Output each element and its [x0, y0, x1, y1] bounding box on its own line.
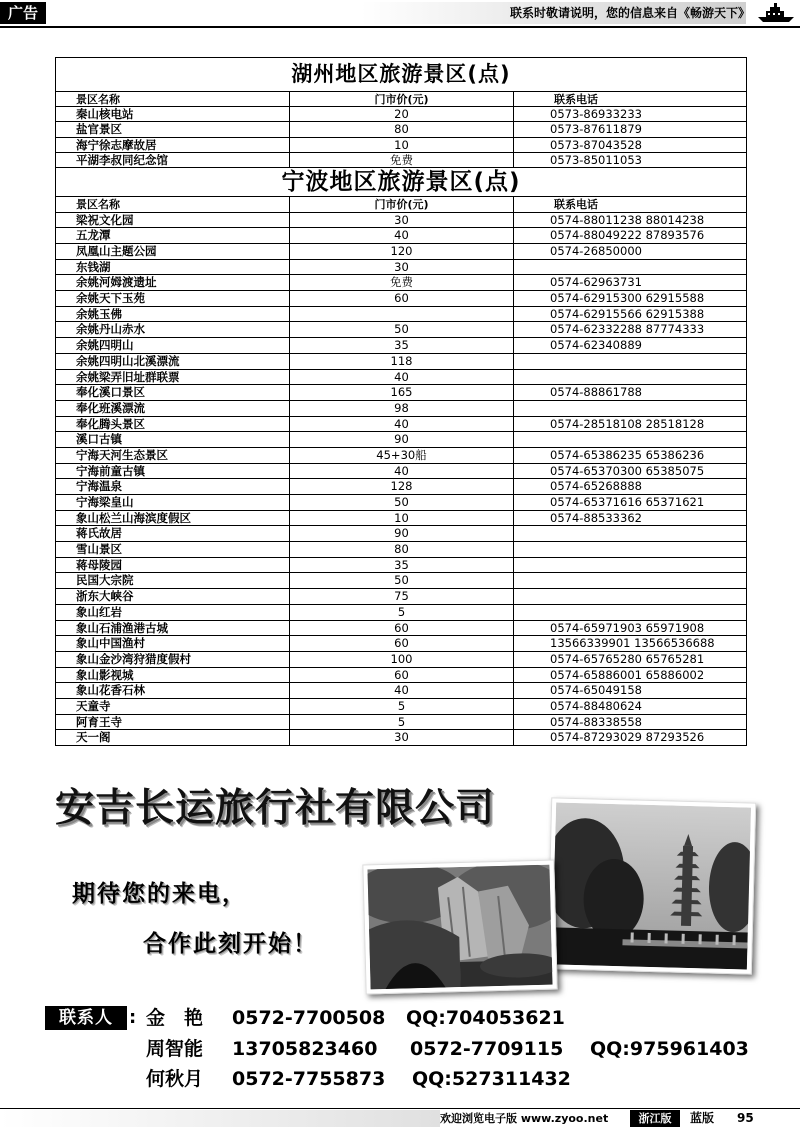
- table-row: [56, 259, 746, 275]
- spot-price: 100: [290, 652, 514, 667]
- table-header-row: [56, 196, 746, 212]
- spot-price: 118: [290, 354, 514, 369]
- company-name: 安吉长运旅行社有限公司: [55, 786, 496, 831]
- contact-qq: QQ:527311432: [412, 1068, 571, 1090]
- spot-phone: 0574-62915566 62915388: [550, 306, 705, 321]
- spot-price: 20: [290, 107, 514, 121]
- bridge-photo: [362, 860, 557, 995]
- spot-price: 10: [290, 511, 514, 526]
- spot-name: 蒋母陵园: [56, 558, 290, 573]
- spot-phone: 0573-87043528: [550, 137, 642, 152]
- spot-price: 50: [290, 322, 514, 337]
- top-banner: [0, 0, 800, 26]
- table-row: [56, 588, 746, 604]
- spot-price: 40: [290, 370, 514, 385]
- table-row: [56, 121, 746, 136]
- spot-name: 余姚玉佛: [56, 307, 290, 322]
- spot-price: 45+30船: [290, 448, 514, 463]
- table-row: [56, 494, 746, 510]
- table-row: [56, 620, 746, 636]
- table-row: [56, 682, 746, 698]
- spot-phone: 0574-65386235 65386236: [550, 447, 705, 462]
- spot-name: 海宁徐志摩故居: [56, 138, 290, 152]
- table-row: [56, 321, 746, 337]
- spot-price: 30: [290, 730, 514, 745]
- ningbo-table: [56, 196, 746, 745]
- spot-phone: 0574-88861788: [550, 385, 642, 400]
- column-header-phone: 联系电话: [554, 93, 598, 106]
- spot-phone: [514, 432, 746, 447]
- spot-phone: 0574-62332288 87774333: [550, 322, 705, 337]
- spot-price: 60: [290, 621, 514, 636]
- spot-phone: 0574-88049222 87893576: [550, 228, 705, 243]
- table-row: [56, 137, 746, 152]
- contact-colon: :: [129, 1007, 137, 1028]
- contact-phone: 0572-7755873: [232, 1068, 386, 1090]
- footer-gradient: [0, 1110, 440, 1127]
- table-header-row: [56, 91, 746, 106]
- table-row: [56, 478, 746, 494]
- table-row: [56, 729, 746, 745]
- footer-website[interactable]: 欢迎浏览电子版 www.zyoo.net: [440, 1112, 609, 1125]
- spot-name: 浙东大峡谷: [56, 589, 290, 604]
- spot-price: 5: [290, 715, 514, 730]
- spot-phone: [514, 558, 746, 573]
- huzhou-title: 湖州地区旅游景区(点): [291, 62, 511, 86]
- spot-name: 象山红岩: [56, 605, 290, 620]
- spot-price: 50: [290, 573, 514, 588]
- spot-name: 天童寺: [56, 699, 290, 714]
- spot-name: 余姚四明山北溪漂流: [56, 354, 290, 369]
- spot-price: 35: [290, 338, 514, 353]
- spot-name: 余姚四明山: [56, 338, 290, 353]
- table-row: [56, 463, 746, 479]
- table-row: [56, 212, 746, 228]
- spot-price: 10: [290, 138, 514, 152]
- spot-name: 象山松兰山海滨度假区: [56, 511, 290, 526]
- table-row: [56, 290, 746, 306]
- table-row: [56, 541, 746, 557]
- contact-row-3: [0, 1067, 800, 1091]
- spot-phone: 0574-62963731: [550, 275, 642, 290]
- contact-phone-2: 0572-7709115: [410, 1038, 564, 1060]
- spot-price: [290, 307, 514, 322]
- contact-name: 周智能: [146, 1038, 204, 1060]
- spot-price: 90: [290, 526, 514, 541]
- contact-name: 何秋月: [146, 1068, 204, 1090]
- table-row: [56, 106, 746, 121]
- table-row: [56, 667, 746, 683]
- table-row: [56, 243, 746, 259]
- spot-price: 5: [290, 699, 514, 714]
- table-row: [56, 431, 746, 447]
- spot-name: 奉化班溪漂流: [56, 401, 290, 416]
- spot-price: 40: [290, 417, 514, 432]
- edition-badge: 浙江版: [630, 1110, 680, 1127]
- spot-name: 宁海前童古镇: [56, 464, 290, 479]
- spot-phone: 0574-65268888: [550, 479, 642, 494]
- spot-name: 雪山景区: [56, 542, 290, 557]
- spot-phone: 0574-88338558: [550, 714, 642, 729]
- contact-phone: 13705823460: [232, 1038, 378, 1060]
- spot-price: 90: [290, 432, 514, 447]
- spot-phone: 0573-87611879: [550, 122, 642, 137]
- table-row: [56, 306, 746, 322]
- spot-name: 奉化腾头景区: [56, 417, 290, 432]
- contact-row-1: [0, 1006, 800, 1030]
- spot-name: 余姚梁弄旧址群联票: [56, 370, 290, 385]
- spot-phone: [514, 370, 746, 385]
- table-row: [56, 635, 746, 651]
- table-row: [56, 714, 746, 730]
- spot-phone: 0574-26850000: [550, 244, 642, 258]
- spot-name: 宁海温泉: [56, 479, 290, 494]
- spot-name: 天一阁: [56, 730, 290, 745]
- spot-price: 40: [290, 228, 514, 243]
- scenic-spots-table: [55, 57, 747, 746]
- spot-name: 凤凰山主题公园: [56, 244, 290, 259]
- spot-name: 余姚河姆渡遗址: [56, 275, 290, 290]
- table-row: [56, 353, 746, 369]
- column-header-phone: 联系电话: [554, 197, 598, 211]
- spot-name: 象山中国渔村: [56, 636, 290, 651]
- spot-price: 98: [290, 401, 514, 416]
- spot-phone: 0574-65765280 65765281: [550, 651, 705, 666]
- spot-phone: 0574-62915300 62915588: [550, 291, 705, 306]
- contact-name: 金 艳: [146, 1007, 204, 1029]
- spot-phone: 0574-88533362: [550, 510, 642, 525]
- spot-phone: [514, 354, 746, 369]
- spot-phone: 0573-86933233: [550, 107, 642, 122]
- spot-price: 免费: [290, 275, 514, 290]
- table-row: [56, 152, 746, 167]
- spot-name: 溪口古镇: [56, 432, 290, 447]
- spot-phone: [514, 573, 746, 588]
- column-header-price: 门市价(元): [290, 92, 514, 106]
- table-row: [56, 447, 746, 463]
- spot-price: 60: [290, 291, 514, 306]
- spot-price: 120: [290, 244, 514, 259]
- spot-phone: [514, 260, 746, 275]
- spot-price: 40: [290, 464, 514, 479]
- spot-price: 80: [290, 122, 514, 136]
- spot-price: 60: [290, 636, 514, 651]
- spot-name: 阿育王寺: [56, 715, 290, 730]
- table-row: [56, 557, 746, 573]
- spot-price: 30: [290, 260, 514, 275]
- contact-qq: QQ:975961403: [590, 1038, 749, 1060]
- table-row: [56, 274, 746, 290]
- column-header-name: 景区名称: [56, 197, 290, 212]
- spot-name: 象山石浦渔港古城: [56, 621, 290, 636]
- spot-price: 30: [290, 213, 514, 228]
- footer-rule: [0, 1108, 800, 1109]
- column-header-price: 门市价(元): [290, 197, 514, 212]
- table-row: [56, 525, 746, 541]
- huzhou-table: [56, 91, 746, 167]
- table-row: [56, 227, 746, 243]
- spot-phone: 0574-88011238 88014238: [550, 212, 705, 227]
- spot-phone: 0574-65886001 65886002: [550, 667, 705, 682]
- table-row: [56, 384, 746, 400]
- ad-tag: 广告: [0, 2, 46, 24]
- spot-phone: 0574-65370300 65385075: [550, 463, 705, 478]
- table-row: [56, 651, 746, 667]
- spot-price: 5: [290, 605, 514, 620]
- spot-phone: [514, 526, 746, 541]
- spot-price: 免费: [290, 153, 514, 167]
- spot-phone: 0574-87293029 87293526: [550, 730, 705, 745]
- spot-name: 象山影视城: [56, 668, 290, 683]
- spot-phone: 0574-65371616 65371621: [550, 495, 705, 509]
- spot-name: 余姚丹山赤水: [56, 322, 290, 337]
- spot-name: 宁海梁皇山: [56, 495, 290, 510]
- pagoda-photo: [547, 797, 756, 974]
- slogan-line-2: 合作此刻开始！: [143, 931, 318, 957]
- spot-name: 东钱湖: [56, 260, 290, 275]
- spot-price: 128: [290, 479, 514, 494]
- spot-phone: 0574-65971903 65971908: [550, 620, 705, 635]
- page-number: 95: [737, 1111, 754, 1125]
- spot-name: 象山花香石林: [56, 683, 290, 698]
- spot-name: 秦山核电站: [56, 107, 290, 121]
- table-row: [56, 510, 746, 526]
- spot-phone: 0574-28518108 28518128: [550, 416, 705, 431]
- table-row: [56, 698, 746, 714]
- spot-phone: 0574-62340889: [550, 338, 642, 353]
- spot-phone: [514, 542, 746, 557]
- spot-price: 165: [290, 385, 514, 400]
- contact-label: 联系人: [45, 1006, 127, 1030]
- spot-name: 奉化溪口景区: [56, 385, 290, 400]
- ningbo-title: 宁波地区旅游景区(点): [56, 167, 746, 196]
- spot-price: 75: [290, 589, 514, 604]
- spot-phone: 0573-85011053: [550, 152, 642, 167]
- spot-price: 35: [290, 558, 514, 573]
- spot-phone: 0574-65049158: [550, 683, 642, 698]
- spot-name: 平湖李叔同纪念馆: [56, 153, 290, 167]
- table-row: [56, 400, 746, 416]
- table-row: [56, 416, 746, 432]
- contact-phone: 0572-7700508: [232, 1007, 386, 1029]
- table-row: [56, 604, 746, 620]
- ship-icon: [756, 2, 796, 24]
- table-row: [56, 369, 746, 385]
- column-header-name: 景区名称: [56, 92, 290, 106]
- spot-price: 40: [290, 683, 514, 698]
- spot-phone: [514, 589, 746, 604]
- spot-name: 民国大宗院: [56, 573, 290, 588]
- spot-phone: [514, 401, 746, 416]
- contact-row-2: [0, 1037, 800, 1061]
- spot-price: 60: [290, 668, 514, 683]
- spot-name: 宁海天河生态景区: [56, 448, 290, 463]
- spot-price: 50: [290, 495, 514, 510]
- header-rule: [0, 26, 800, 28]
- slogan-line-1: 期待您的来电，: [72, 881, 247, 907]
- spot-name: 余姚天下玉苑: [56, 291, 290, 306]
- spot-phone: [514, 605, 746, 620]
- spot-name: 蒋氏故居: [56, 526, 290, 541]
- spot-name: 梁祝文化园: [56, 213, 290, 228]
- edition-color: 蓝版: [690, 1111, 715, 1125]
- spot-phone: 0574-88480624: [550, 698, 642, 713]
- contact-qq: QQ:704053621: [406, 1007, 565, 1029]
- spot-phone: 13566339901 13566536688: [550, 636, 715, 651]
- table-row: [56, 572, 746, 588]
- spot-name: 象山金沙湾狩猎度假村: [56, 652, 290, 667]
- spot-name: 盐官景区: [56, 122, 290, 136]
- table-row: [56, 337, 746, 353]
- spot-price: 80: [290, 542, 514, 557]
- source-notice: 联系时敬请说明，您的信息来自《畅游天下》: [509, 6, 750, 20]
- spot-name: 五龙潭: [56, 228, 290, 243]
